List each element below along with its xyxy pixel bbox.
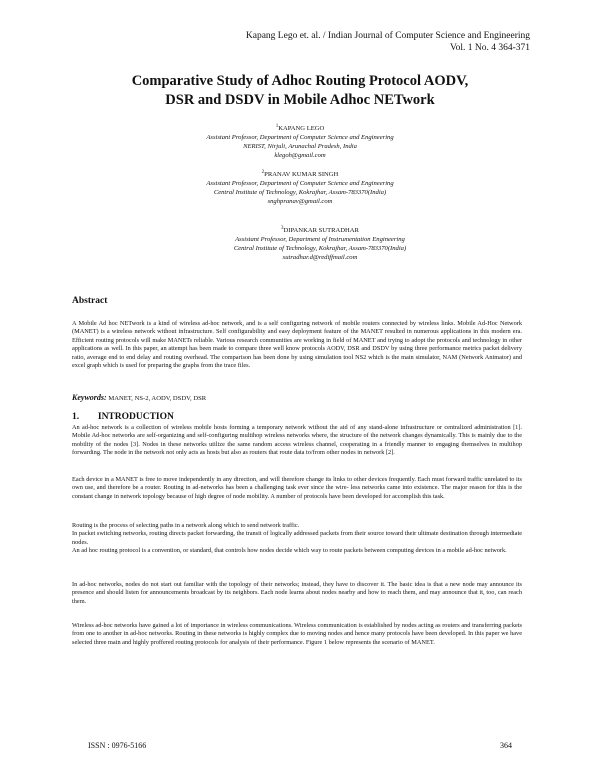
author-3-name: DIPANKAR SUTRADHAR [283,227,359,235]
header-journal: Kapang Lego et. al. / Indian Journal of Computer Science and Engineering [245,31,530,41]
intro-paragraph-3: Routing is the process of selecting paths in a network along which to send network traffic. In packet switching networks, routing directs packet forwarding, the transit of logically addressed packets from their source toward their ultimate destination through intermediate nodes. An ad hoc routing protocol is a convention, or standard, that controls how nodes decide which way to route packets between computing devices in a mobile ad-hoc network. [72,522,522,555]
abstract-text: A Mobile Ad hoc NETwork is a kind of wireless ad-hoc network, and is a self configuring network of mobile routers connected by wireless links. Mobile Ad-Hoc Network (MANET) is a wireless network without infrastructure. Self configurability and easy deployment feature of the MANET resulted in numerous applications in this modern era. Efficient routing protocols will make MANETs reliable. Various research communities are working in field of MANET and trying to adopt the protocols and technology in other applications as well. In this paper, an attempt has been made to compare three well know protocols AODV, DSR and DSDV by using three performance metrics packet delivery ratio, average end to end delay and routing overhead. The comparison has been done by using simulation tool NS2 which is the main simulator, NAM (Network Animator) and excel graph which is used for preparing the graphs from the trace files. [72,320,522,370]
author-3-affil-2: Central Institute of Technology, Kokrajhar, Assam-783370(India) [233,245,407,253]
title-line-2: DSR and DSDV in Mobile Adhoc NETwork [165,92,435,108]
author-2-email: snghpranav@gmail.com [267,198,333,206]
author-1-affil-1: Assistant Professor, Department of Computer Science and Engineering [206,134,394,142]
footer-issn: ISSN : 0976-5166 [88,741,147,750]
author-block-1 [0,122,600,160]
author-block-2 [0,168,600,206]
keywords-text: MANET, NS-2, AODV, DSDV, DSR [108,395,207,402]
intro-paragraph-1: An ad-hoc network is a collection of wireless mobile hosts forming a temporary network without the aid of any stand-alone infrastructure or centralized administration [1]. Mobile Ad-hoc networks are self-organizing and self-configuring multihop wireless networks where, the structure of the network changes dynamically. This is mainly due to the mobility of the nodes [3]. Nodes in these networks utilize the same random access wireless channel, cooperating in a friendly manner to engaging themselves in multihop forwarding. The node in the network not only acts as hosts but also as routers that route data to/from other nodes in network [2]. [72,424,522,457]
author-2-sup: 2 [261,170,265,175]
author-1-sup: 1 [275,124,279,129]
author-block-3 [20,224,600,262]
author-2-name: PRANAV KUMAR SINGH [264,171,339,179]
section-1-number: 1. [72,412,80,422]
abstract-heading: Abstract [72,296,108,306]
author-1-name: KAPANG LEGO [278,125,325,133]
author-2-affil-2: Central Institute of Technology, Kokrajhar, Assam-783370(India) [213,189,387,197]
author-1-affil-2: NERIST, Nirjuli, Arunachal Pradesh, India [243,143,357,151]
header-volume: Vol. 1 No. 4 364-371 [449,43,530,53]
section-1-title: INTRODUCTION [97,412,174,422]
author-3-email: sutradhar.d@rediffmail.com [282,254,358,262]
keywords-line [72,393,206,402]
author-1-email: klegoh@gmail.com [274,152,326,160]
intro-paragraph-2: Each device in a MANET is free to move independently in any direction, and will therefore change its links to other devices frequently. Each must forward traffic unrelated to its own use, and therefore be a router. Routing in ad-networks has been a challenging task ever since the wire- less networks came into existence. The major reason for this is the constant change in network topology because of high degree of node mobility. A number of protocols have been developed for accomplish this task. [72,476,522,500]
section-1-heading [72,412,174,422]
keywords-label: Keywords: [72,393,107,402]
footer-page-number: 364 [500,741,512,750]
author-3-sup: 3 [281,226,284,231]
author-2-affil-1: Assistant Professor, Department of Computer Science and Engineering [206,180,394,188]
author-3-affil-1: Assistant Professor, Department of Instrumentation Engineering [235,236,405,244]
intro-paragraph-4: In ad-hoc networks, nodes do not start out familiar with the topology of their networks; instead, they have to discover it. The basic idea is that a new node may announce its presence and should listen for announcements broadcast by its neighbors. Each node learns about nodes nearby and how to reach them, and may announce that it, too, can reach them. [72,581,522,605]
intro-paragraph-5: Wireless ad-hoc networks have gained a lot of importance in wireless communications. Wireless communication is established by nodes acting as routers and transferring packets from one to another in ad-hoc networks. Routing in these networks is highly complex due to moving nodes and hence many protocols have been developed. In this paper we have selected three main and highly proffered routing protocols for analysis of their performance. Figure 1 below represents the scenario of MANET. [72,622,522,646]
title-line-1: Comparative Study of Adhoc Routing Protocol AODV, [131,73,469,89]
